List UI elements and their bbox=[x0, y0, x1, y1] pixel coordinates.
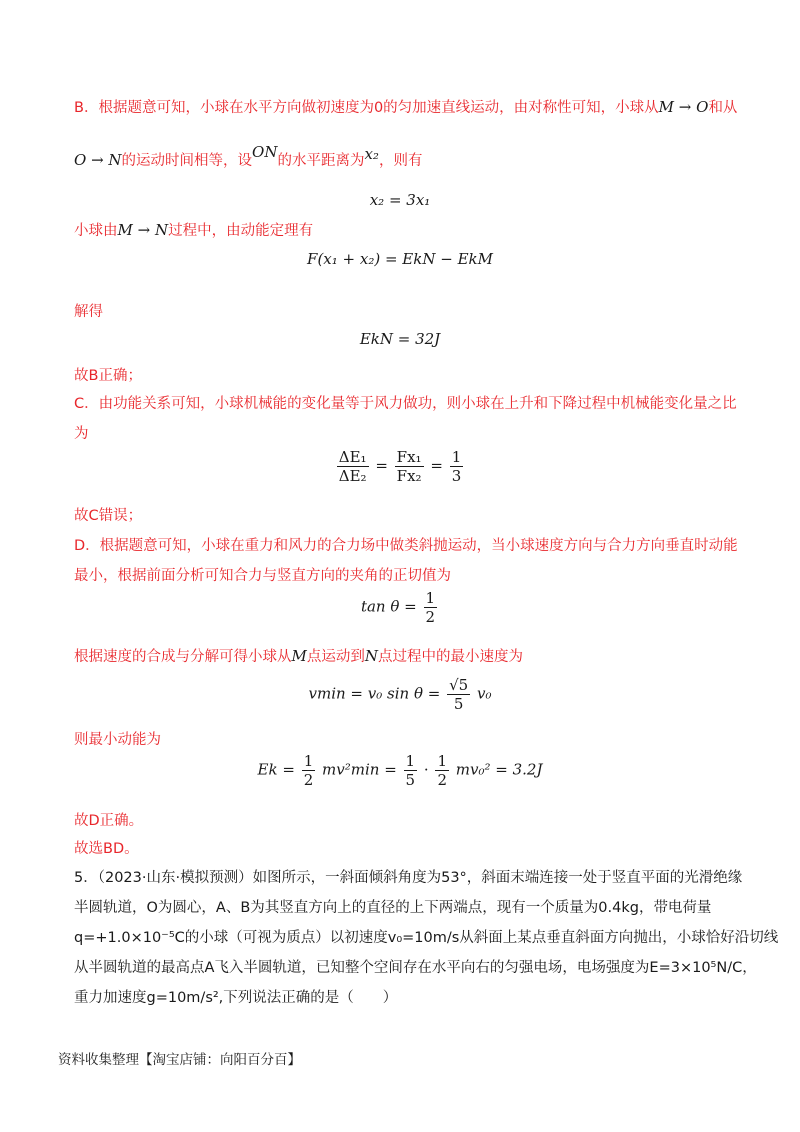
equation-ek-min: Ek = $\frac{1}{2}$ mv²min = $\frac{1}{5}$ · $\frac{1}{2}$ mv₀² = 3.2J bbox=[257, 752, 543, 789]
part-b-line2-text-a: 的运动时间相等，设 bbox=[121, 153, 253, 169]
part-b-line2 bbox=[74, 143, 423, 171]
part-b-line1 bbox=[74, 97, 737, 118]
part-d-line4: 则最小动能为 bbox=[74, 732, 161, 748]
part-b-math-x2: x₂ bbox=[364, 145, 379, 163]
part-b-math-m-o: M → O bbox=[658, 98, 709, 116]
equation-x2: x₂ = 3x₁ bbox=[369, 191, 431, 209]
question5-line4: 从半圆轨道的最高点A飞入半圆轨道，已知整个空间存在水平向右的匀强电场，电场强度为E=3×10⁵N/C， bbox=[74, 960, 757, 976]
part-c-line2: 为 bbox=[74, 426, 89, 442]
part-b-line3-text-b: 过程中，由动能定理有 bbox=[168, 223, 314, 239]
question5-line2: 半圆轨道，O为圆心，A、B为其竖直方向上的直径的上下两端点，现有一个质量为0.4kg，带电荷量 bbox=[74, 900, 712, 916]
part-d-line2: 最小，根据前面分析可知合力与竖直方向的夹角的正切值为 bbox=[74, 568, 451, 584]
part-d-math-n: N bbox=[364, 647, 378, 665]
question5-line5: 重力加速度g=10m/s²,下列说法正确的是（ ） bbox=[74, 990, 398, 1006]
part-b-line1-text: B．根据题意可知，小球在水平方向做初速度为0的匀加速直线运动，由对称性可知，小球从 bbox=[74, 100, 659, 116]
equation-energy-ratio: $\frac{\text{ΔE₁}}{\text{ΔE₂}}$ = $\frac{\text{Fx₁}}{\text{Fx₂}}$ = $\frac{1}{3}$ bbox=[338, 448, 462, 485]
part-b-conclusion: 故B正确； bbox=[74, 368, 142, 384]
question5-line1: 5．（2023·山东·模拟预测）如图所示，一斜面倾斜角度为53°，斜面末端连接一处于竖直平面的光滑绝缘 bbox=[74, 870, 743, 886]
part-d-line1: D．根据题意可知，小球在重力和风力的合力场中做类斜抛运动，当小球速度方向与合力方向垂直时动能 bbox=[74, 538, 738, 554]
equation-tan: tan θ = $\frac{1}{2}$ bbox=[360, 589, 436, 626]
part-d-conclusion: 故D正确。 bbox=[74, 813, 144, 829]
final-answer: 故选BD。 bbox=[74, 841, 139, 857]
part-b-solve-label: 解得 bbox=[74, 304, 103, 320]
equation-ekn: EkN = 32J bbox=[359, 330, 441, 348]
equation-vmin: vmin = v₀ sin θ = $\frac{√5}{5}$ v₀ bbox=[308, 676, 492, 713]
question5-line3: q=+1.0×10⁻⁵C的小球（可视为质点）以初速度v₀=10m/s从斜面上某点垂直斜面方向抛出，小球恰好沿切线 bbox=[74, 930, 779, 946]
part-b-line3 bbox=[74, 220, 313, 241]
part-d-math-m: M bbox=[291, 647, 307, 665]
part-c-conclusion: 故C错误； bbox=[74, 508, 143, 524]
part-b-line3-text-a: 小球由 bbox=[74, 223, 118, 239]
footer-source: 资料收集整理【淘宝店铺：向阳百分百】 bbox=[58, 1052, 301, 1068]
part-b-line2-text-c: ，则有 bbox=[378, 153, 423, 169]
part-b-line2-text-b: 的水平距离为 bbox=[277, 153, 365, 169]
part-b-math-o-n: O → N bbox=[74, 151, 122, 169]
part-d-line3: 根据速度的合成与分解可得小球从M点运动到N点过程中的最小速度为 bbox=[74, 647, 523, 665]
equation-work-energy: F(x₁ + x₂) = EkN − EkM bbox=[307, 250, 493, 268]
part-c-line1: C．由功能关系可知，小球机械能的变化量等于风力做功，则小球在上升和下降过程中机械能变化量之比 bbox=[74, 396, 737, 412]
part-b-math-m-n: M → N bbox=[117, 221, 169, 239]
part-b-math-on: ON bbox=[252, 143, 278, 161]
part-b-line1-tail: 和从 bbox=[708, 100, 738, 116]
